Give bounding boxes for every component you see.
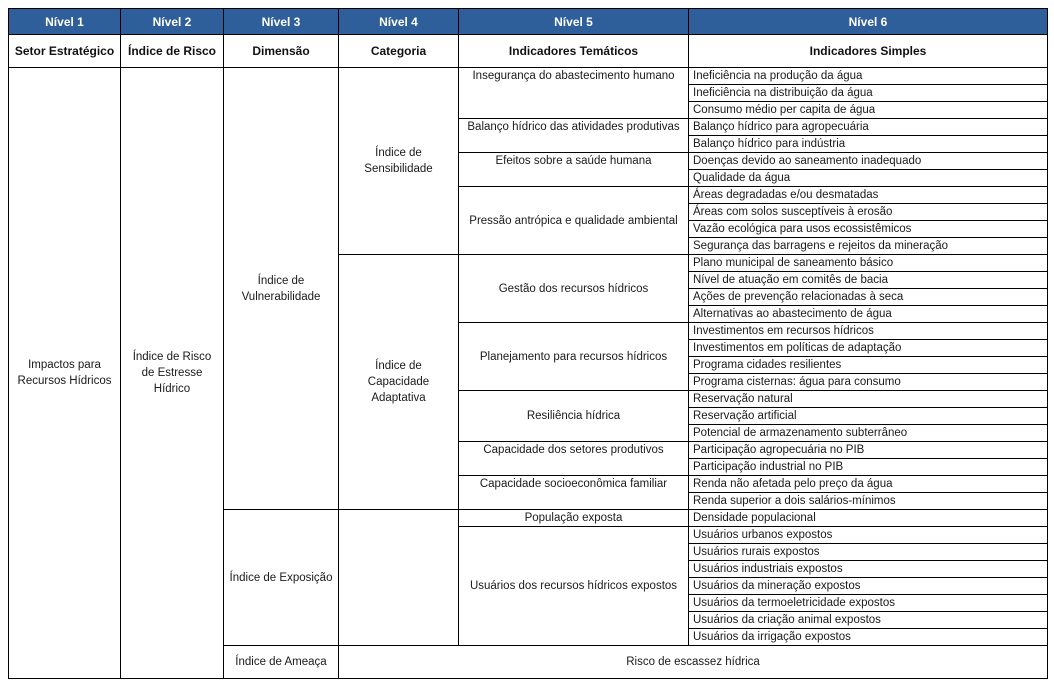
indicator-cell: Usuários da termoeletricidade expostos <box>689 595 1048 612</box>
indicator-cell: Ineficiência na distribuição da água <box>689 85 1048 102</box>
header-sector: Setor Estratégico <box>9 35 121 68</box>
column-header-row <box>9 35 1048 68</box>
indicator-cell: Reservação natural <box>689 391 1048 408</box>
indicator-cell: Áreas com solos susceptíveis à erosão <box>689 204 1048 221</box>
category-empty <box>339 510 459 646</box>
indicator-cell: Programa cidades resilientes <box>689 357 1048 374</box>
indicator-cell: Balanço hídrico para indústria <box>689 136 1048 153</box>
theme-cell: Gestão dos recursos hídricos <box>459 255 689 323</box>
indicator-cell: Plano municipal de saneamento básico <box>689 255 1048 272</box>
category-sensitivity: Índice de Sensibilidade <box>339 68 459 255</box>
theme-cell: Capacidade dos setores produtivos <box>459 442 689 476</box>
theme-cell: Balanço hídrico das atividades produtivas <box>459 119 689 153</box>
indicator-cell: Áreas degradadas e/ou desmatadas <box>689 187 1048 204</box>
indicator-cell: Renda não afetada pelo preço da água <box>689 476 1048 493</box>
indicator-cell: Ineficiência na produção da água <box>689 68 1048 85</box>
indicator-cell: Segurança das barragens e rejeitos da mineração <box>689 238 1048 255</box>
header-thematic: Indicadores Temáticos <box>459 35 689 68</box>
indicator-cell: Usuários da irrigação expostos <box>689 629 1048 646</box>
level-1-header: Nível 1 <box>9 9 121 35</box>
level-4-header: Nível 4 <box>339 9 459 35</box>
indicator-cell: Investimentos em recursos hídricos <box>689 323 1048 340</box>
dimension-threat: Índice de Ameaça <box>224 646 339 679</box>
level-2-header: Nível 2 <box>121 9 224 35</box>
theme-cell: População exposta <box>459 510 689 527</box>
indicator-cell: Usuários da criação animal expostos <box>689 612 1048 629</box>
indicator-cell: Participação agropecuária no PIB <box>689 442 1048 459</box>
dimension-vulnerability: Índice de Vulnerabilidade <box>224 68 339 510</box>
indicator-cell: Usuários industriais expostos <box>689 561 1048 578</box>
level-row <box>9 9 1048 35</box>
level-6-header: Nível 6 <box>689 9 1048 35</box>
theme-cell: Usuários dos recursos hídricos expostos <box>459 527 689 646</box>
indicator-cell: Ações de prevenção relacionadas à seca <box>689 289 1048 306</box>
indicator-cell: Consumo médio per capita de água <box>689 102 1048 119</box>
indicator-cell: Usuários da mineração expostos <box>689 578 1048 595</box>
sector-cell: Impactos para Recursos Hídricos <box>9 68 121 679</box>
indicator-cell: Usuários rurais expostos <box>689 544 1048 561</box>
theme-cell: Resiliência hídrica <box>459 391 689 442</box>
indicator-cell: Alternativas ao abastecimento de água <box>689 306 1048 323</box>
indicator-cell: Nível de atuação em comitês de bacia <box>689 272 1048 289</box>
theme-cell: Planejamento para recursos hídricos <box>459 323 689 391</box>
indicator-cell: Investimentos em políticas de adaptação <box>689 340 1048 357</box>
indicator-cell: Renda superior a dois salários-mínimos <box>689 493 1048 510</box>
indicator-hierarchy-table <box>8 8 1048 679</box>
table-row <box>9 68 1048 85</box>
indicator-cell: Qualidade da água <box>689 170 1048 187</box>
threat-indicator: Risco de escassez hídrica <box>339 646 1048 679</box>
header-category: Categoria <box>339 35 459 68</box>
indicator-cell: Programa cisternas: água para consumo <box>689 374 1048 391</box>
indicator-cell: Potencial de armazenamento subterrâneo <box>689 425 1048 442</box>
header-simple: Indicadores Simples <box>689 35 1048 68</box>
header-risk-index: Índice de Risco <box>121 35 224 68</box>
theme-cell: Pressão antrópica e qualidade ambiental <box>459 187 689 255</box>
theme-cell: Efeitos sobre a saúde humana <box>459 153 689 187</box>
dimension-exposure: Índice de Exposição <box>224 510 339 646</box>
indicator-cell: Participação industrial no PIB <box>689 459 1048 476</box>
level-5-header: Nível 5 <box>459 9 689 35</box>
indicator-cell: Densidade populacional <box>689 510 1048 527</box>
indicator-cell: Doenças devido ao saneamento inadequado <box>689 153 1048 170</box>
indicator-cell: Reservação artificial <box>689 408 1048 425</box>
indicator-cell: Usuários urbanos expostos <box>689 527 1048 544</box>
theme-cell: Insegurança do abastecimento humano <box>459 68 689 119</box>
category-adaptive: Índice de Capacidade Adaptativa <box>339 255 459 510</box>
header-dimension: Dimensão <box>224 35 339 68</box>
risk-index-cell: Índice de Risco de Estresse Hídrico <box>121 68 224 679</box>
theme-cell: Capacidade socioeconômica familiar <box>459 476 689 510</box>
indicator-cell: Balanço hídrico para agropecuária <box>689 119 1048 136</box>
indicator-cell: Vazão ecológica para usos ecossistêmicos <box>689 221 1048 238</box>
level-3-header: Nível 3 <box>224 9 339 35</box>
